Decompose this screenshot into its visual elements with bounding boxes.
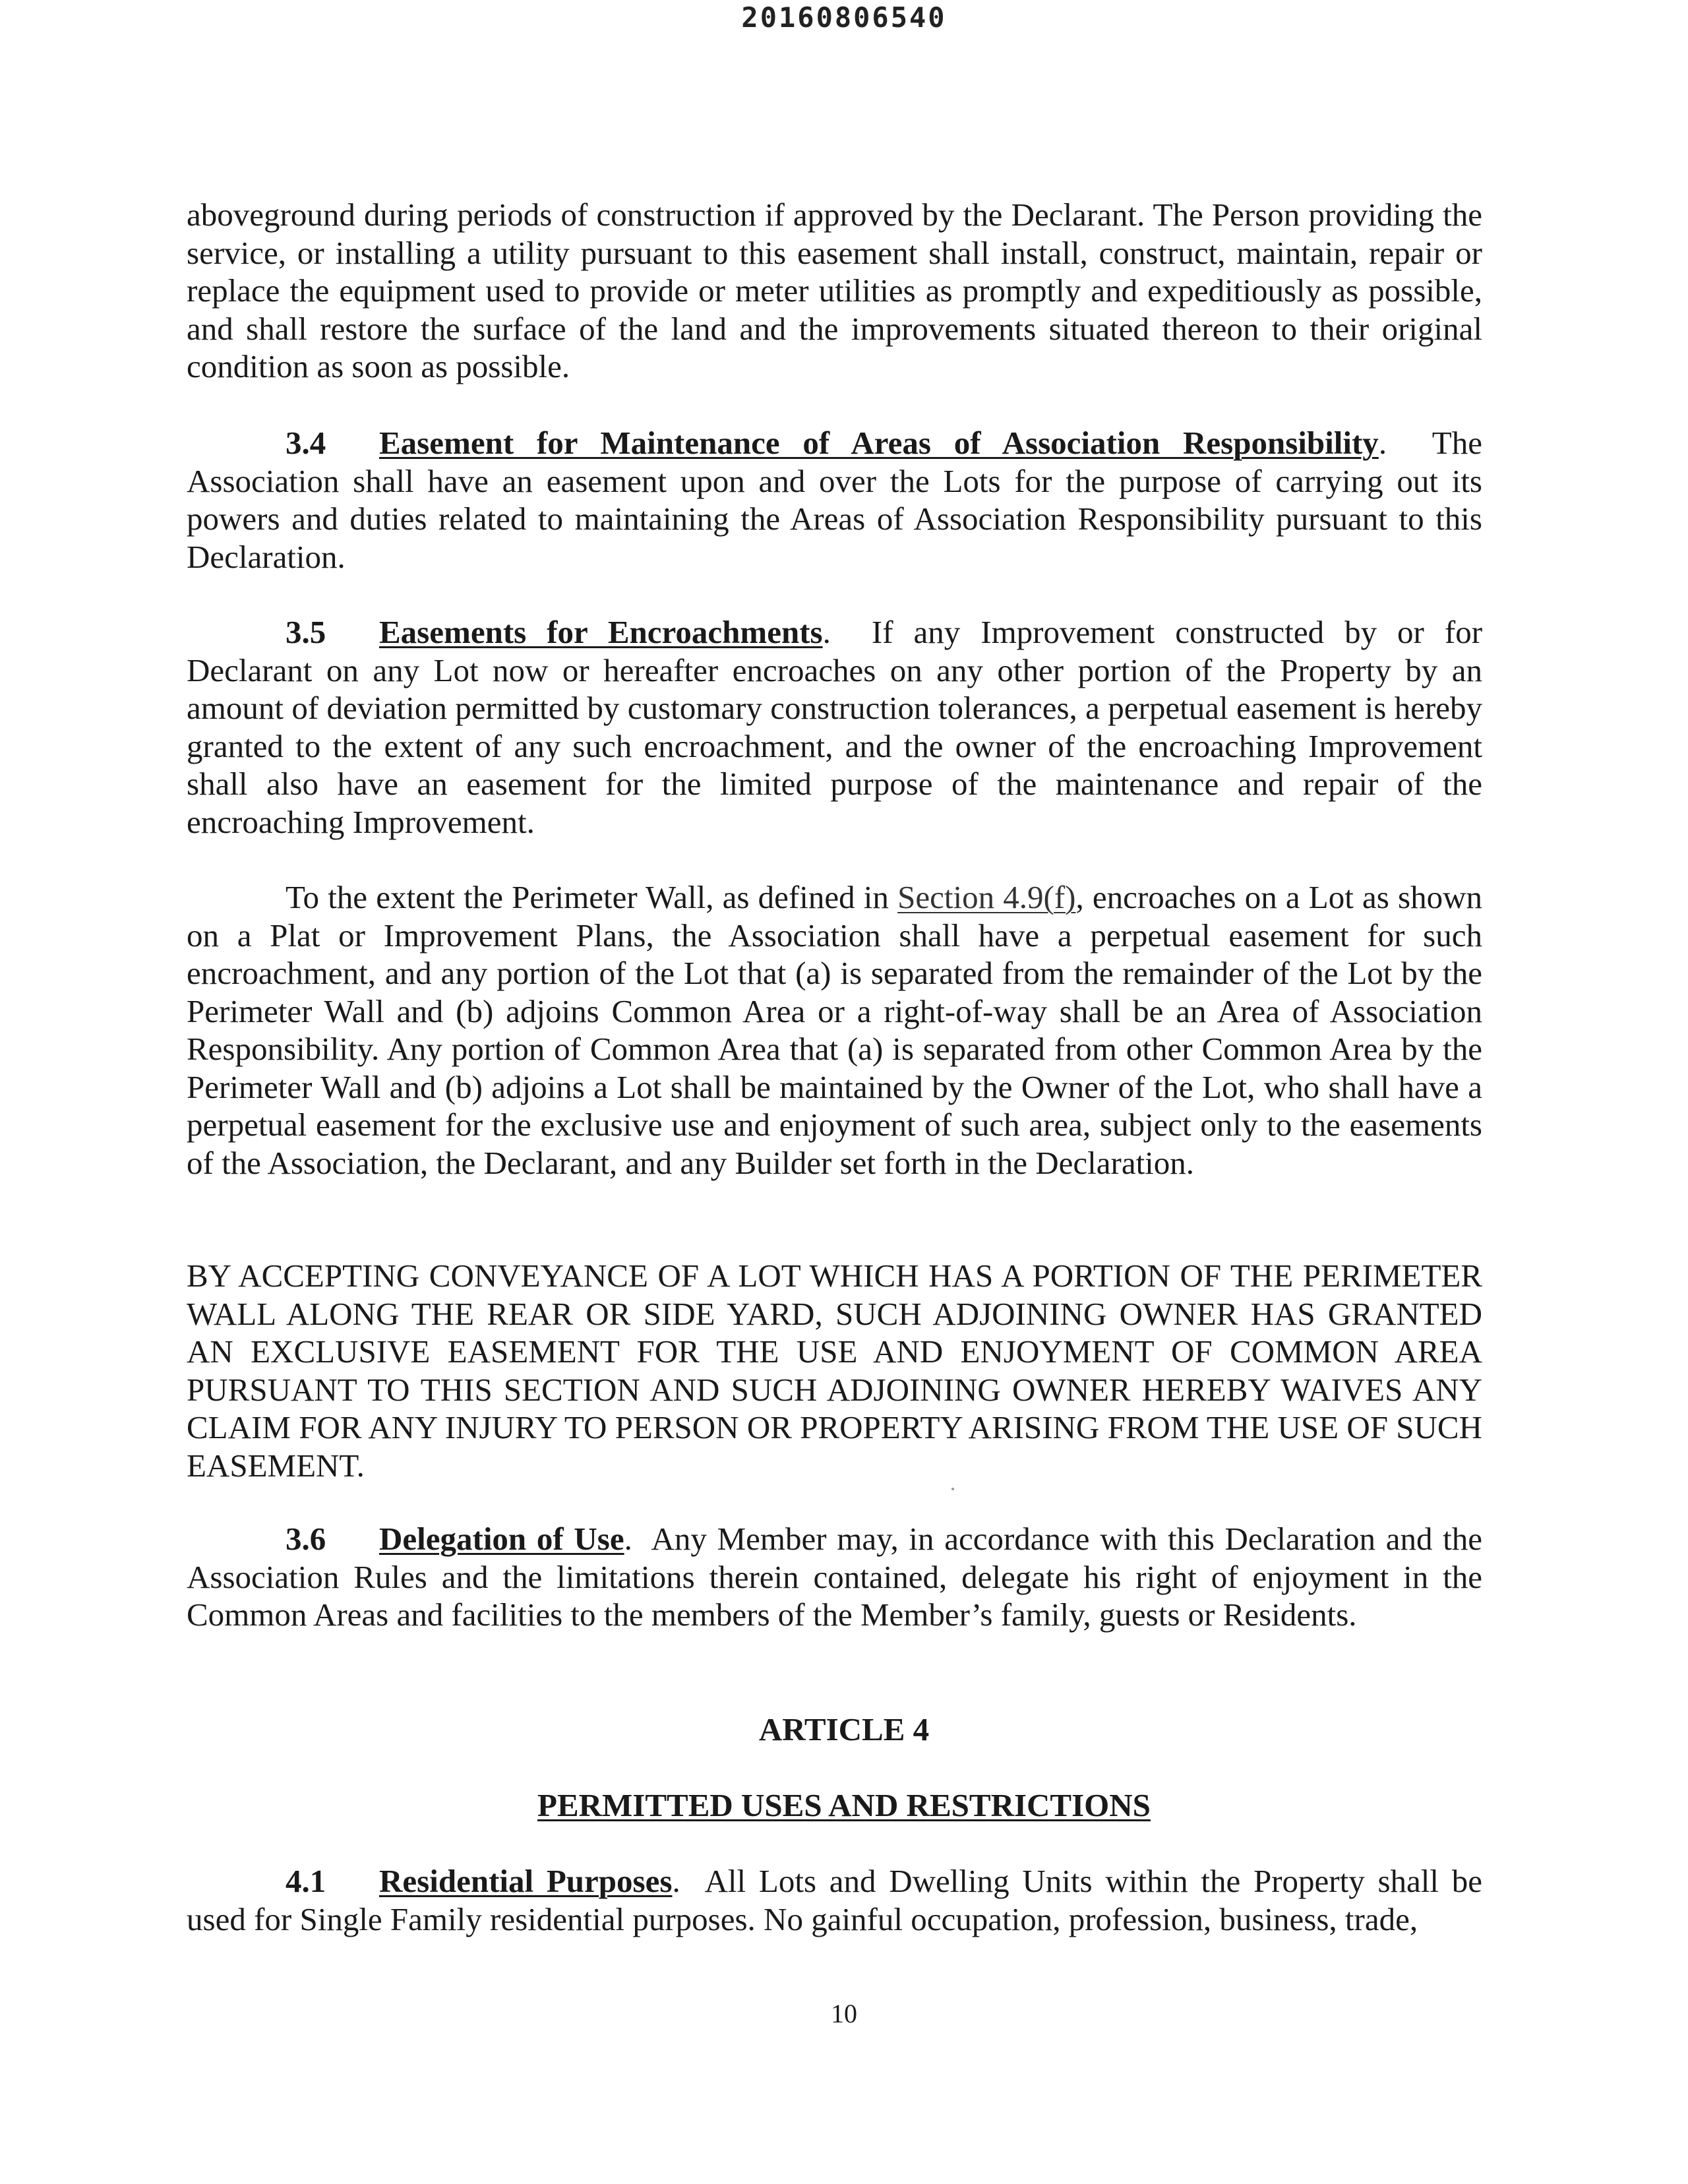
section-number: 3.6 [286, 1521, 326, 1557]
paragraph-text-after-ref: , encroaches on a Lot as shown on a Plat or Improvement Plans, the Association shall have a perpetual easement for such encroachment, and any portion of the Lot that (a) is separated from the remainder of the Lot by the Perimeter Wall and (b) adjoins Common Area or a right-of-way shall be an Area of Association Responsibility. Any portion of Common Area that (a) is separated from other Common Area by the Perimeter Wall and (b) adjoins a Lot shall be maintained by the Owner of the Lot, who shall have a perpetual easement for the exclusive use and enjoyment of such area, subject only to the easements of the Association, the Declarant, and any Builder set forth in the Declaration. [187, 879, 1482, 1181]
notice-text: BY ACCEPTING CONVEYANCE OF A LOT WHICH HAS A PORTION OF THE PERIMETER WALL ALONG THE REAR OR SIDE YARD, SUCH ADJOINING OWNER HAS GRANTED AN EXCLUSIVE EASEMENT FOR THE USE AND ENJOYMENT OF COMMON AREA PURSUANT TO THIS SECTION AND SUCH ADJOINING OWNER HEREBY WAIVES ANY CLAIM FOR ANY INJURY TO PERSON OR PROPERTY ARISING FROM THE USE OF SUCH EASEMENT. [187, 1258, 1482, 1484]
section-number: 3.4 [286, 425, 326, 461]
section-3-5 [187, 613, 1482, 841]
section-3-4 [187, 424, 1482, 576]
paragraph-perimeter-wall [187, 878, 1482, 1182]
section-text: If any Improvement constructed by or for Declarant on any Lot now or hereafter encroaches on any other portion of the Property by an amount of deviation permitted by customary construction tolerances, a perpetual easement is hereby granted to the extent of any such encroachment, and the owner of the encroaching Improvement shall also have an easement for the limited purpose of the maintenance and repair of the encroaching Improvement. [187, 614, 1483, 840]
paragraph-text-before-ref: To the extent the Perimeter Wall, as defined in [286, 879, 889, 915]
section-4-1 [187, 1862, 1482, 1938]
article-heading: ARTICLE 4 [758, 1711, 930, 1747]
section-cross-reference: Section 4.9(f) [897, 879, 1076, 915]
page-number: 10 [831, 1999, 857, 2028]
section-text: All Lots and Dwelling Units within the Property shall be used for Single Family residential purposes. No gainful occupation, profession, business, trade, [187, 1863, 1483, 1937]
section-title-period: . [624, 1521, 632, 1557]
paragraph-text: aboveground during periods of construction if approved by the Declarant. The Person providing the service, or installing a utility pursuant to this easement shall install, construct, maintain, repair or replace the equipment used to provide or meter utilities as promptly and expeditiously as possible, and shall restore the surface of the land and the improvements situated thereon to their original condition as soon as possible. [187, 197, 1482, 384]
section-title: Delegation of Use [379, 1521, 624, 1557]
paragraph-continuation [187, 196, 1482, 386]
section-title: Easements for Encroachments [379, 614, 823, 650]
section-title: Residential Purposes [379, 1863, 673, 1899]
section-3-6 [187, 1520, 1482, 1634]
document-number: 20160806540 [741, 1, 947, 34]
scan-speck [951, 1488, 954, 1490]
section-number: 4.1 [286, 1863, 326, 1899]
section-number: 3.5 [286, 614, 326, 650]
caps-notice [187, 1257, 1482, 1484]
article-subtitle: PERMITTED USES AND RESTRICTIONS [537, 1787, 1151, 1823]
section-title-period: . [822, 614, 831, 650]
section-title: Easement for Maintenance of Areas of Association Responsibility [379, 425, 1379, 461]
section-text: Any Member may, in accordance with this Declaration and the Association Rules and the limitations therein contained, delegate his right of enjoyment in the Common Areas and facilities to the members of the Member’s family, guests or Residents. [187, 1521, 1483, 1633]
section-title-period: . [1378, 425, 1387, 461]
section-text: The Association shall have an easement upon and over the Lots for the purpose of carrying out its powers and duties related to maintaining the Areas of Association Responsibility pursuant to this Declaration. [187, 425, 1482, 575]
article-subtitle-wrap [0, 1786, 1688, 1824]
section-title-period: . [672, 1863, 680, 1899]
